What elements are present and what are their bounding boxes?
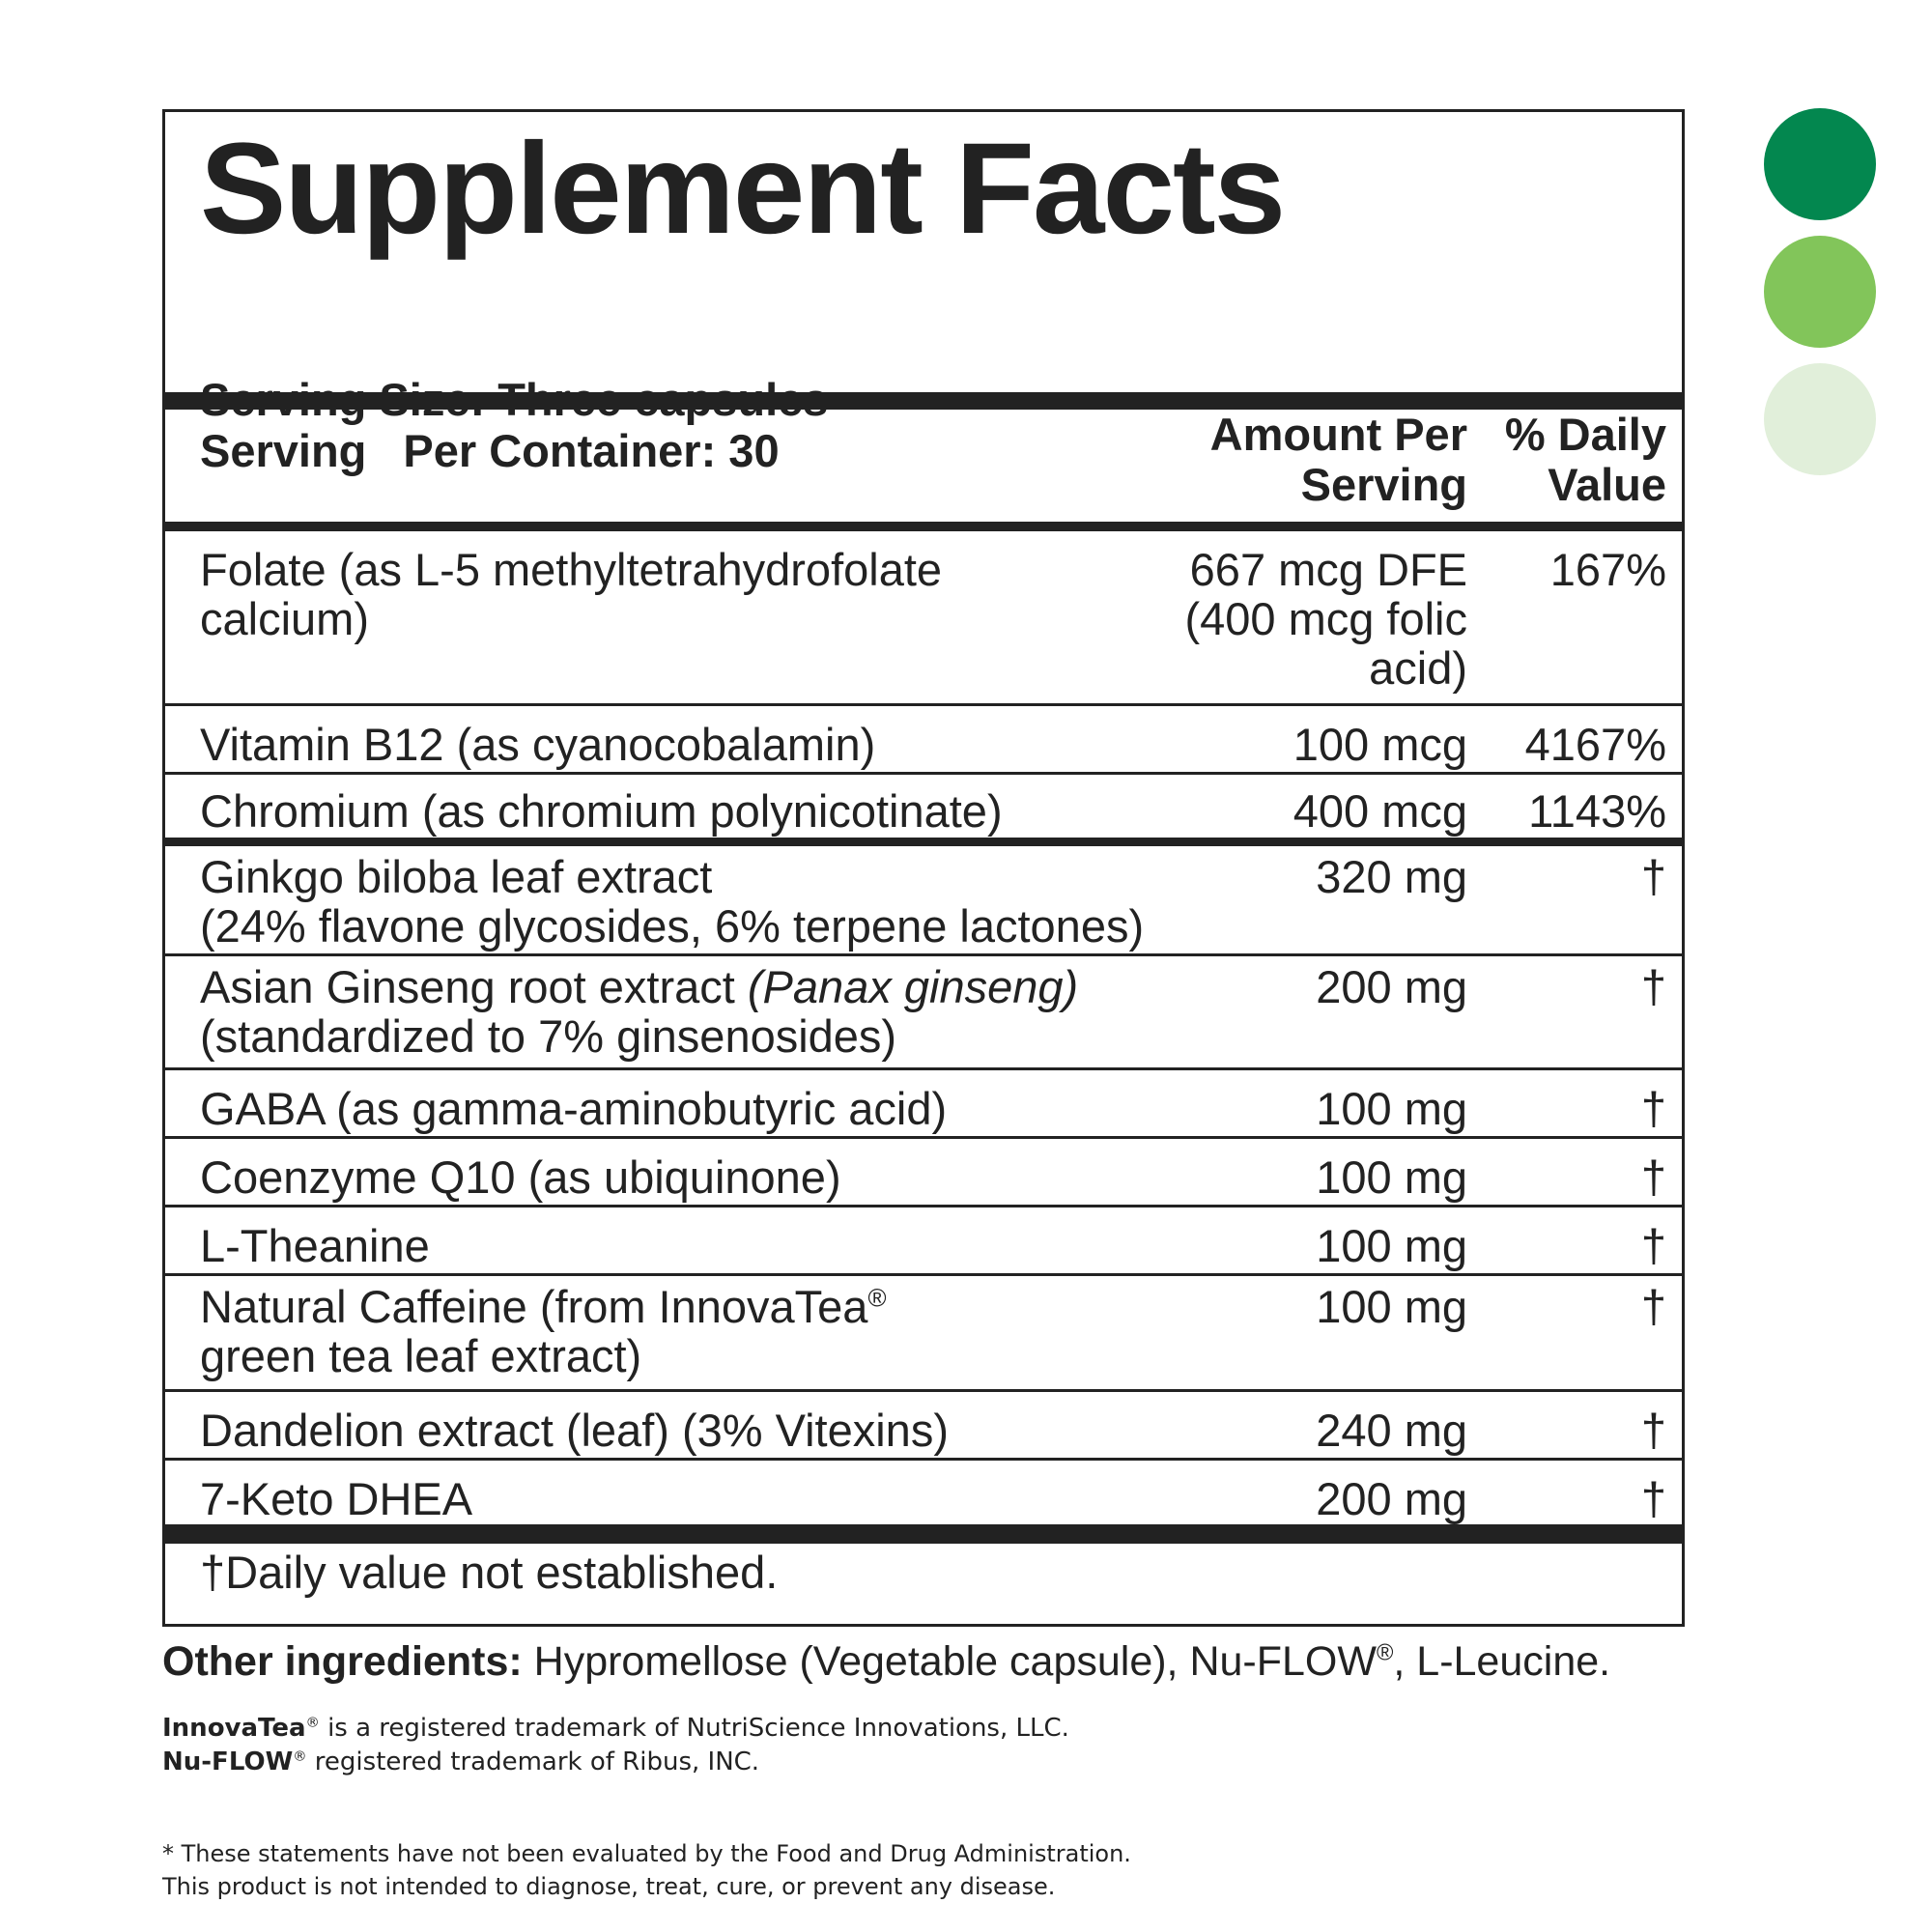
ingredient-daily-value: † — [1640, 851, 1666, 902]
ingredient-name-line2: green tea leaf extract) — [200, 1330, 642, 1381]
ingredient-row-l-theanine — [165, 1205, 1682, 1273]
other-ingredients-label: Other ingredients: — [162, 1638, 523, 1685]
ingredient-amount: 200 mg — [1316, 961, 1467, 1012]
nutrient-amount: 400 mcg — [1293, 785, 1467, 837]
other-ingredients-text-end: , L-Leucine. — [1393, 1638, 1611, 1685]
ingredient-name-common: Asian Ginseng root extract — [200, 961, 748, 1012]
column-header-amount-line1: Amount Per — [1209, 409, 1467, 460]
nutrient-daily-value: 4167% — [1524, 719, 1666, 770]
ingredient-name-line1: Ginkgo biloba leaf extract — [200, 851, 713, 902]
ingredient-name — [200, 852, 1166, 951]
swatch-pale-green — [1764, 363, 1876, 475]
registered-mark: ® — [293, 1748, 307, 1765]
nutrient-amount — [1100, 545, 1467, 693]
trademark-brand: Nu-FLOW — [162, 1747, 294, 1776]
registered-mark: ® — [867, 1285, 887, 1313]
supplement-facts-panel — [162, 109, 1685, 1627]
registered-mark: ® — [1376, 1640, 1394, 1666]
nutrient-name: Chromium (as chromium polynicotinate) — [200, 785, 1003, 837]
registered-mark: ® — [305, 1715, 320, 1731]
ingredient-amount: 240 mg — [1316, 1405, 1467, 1456]
ingredient-name-line2: (standardized to 7% ginsenosides) — [200, 1010, 897, 1062]
ingredient-name: Dandelion extract (leaf) (3% Vitexins) — [200, 1405, 949, 1456]
ingredient-amount: 100 mg — [1316, 1281, 1467, 1332]
nutrient-name-line2: calcium) — [200, 593, 369, 644]
nutrient-amount-line3: acid) — [1369, 642, 1467, 694]
ingredient-amount: 320 mg — [1316, 851, 1467, 902]
trademark-text: registered trademark of Ribus, INC. — [306, 1747, 760, 1776]
ingredient-daily-value: † — [1640, 1281, 1666, 1332]
servings-per-container — [200, 426, 780, 476]
ingredient-daily-value: † — [1640, 1473, 1666, 1524]
ingredient-name-latin: (Panax ginseng) — [747, 961, 1079, 1012]
trademark-brand: InnovaTea — [162, 1714, 306, 1743]
other-ingredients-text: Hypromellose (Vegetable capsule), Nu-FLOW — [522, 1638, 1377, 1685]
trademark-line-innovatea — [162, 1712, 1069, 1745]
ingredient-daily-value: † — [1640, 1151, 1666, 1203]
ingredient-amount: 100 mg — [1316, 1083, 1467, 1134]
panel-title: Supplement Facts — [200, 117, 1285, 261]
thick-divider-top — [165, 392, 1682, 410]
ingredient-row-coenzyme-q10 — [165, 1136, 1682, 1205]
trademark-line-nu-flow — [162, 1746, 759, 1778]
nutrient-row-vitamin-b12 — [165, 703, 1682, 772]
ingredient-name: L-Theanine — [200, 1220, 430, 1271]
nutrient-amount: 100 mcg — [1293, 719, 1467, 770]
ingredient-daily-value: † — [1640, 1083, 1666, 1134]
nutrient-daily-value: 1143% — [1528, 785, 1666, 837]
column-header-dv-line1: % Daily — [1504, 409, 1666, 460]
ingredient-name: 7-Keto DHEA — [200, 1473, 473, 1524]
ingredient-name: GABA (as gamma-aminobutyric acid) — [200, 1083, 948, 1134]
ingredient-row-gaba — [165, 1067, 1682, 1136]
nutrient-amount-line2: (400 mcg folic — [1184, 593, 1467, 644]
ingredient-row-asian-ginseng — [165, 953, 1682, 1067]
column-header-amount — [1100, 410, 1467, 522]
servings-per-container-label-b: Per Container: 30 — [403, 425, 780, 476]
ingredient-daily-value: † — [1640, 1405, 1666, 1456]
ingredient-name-line1 — [200, 962, 1166, 1011]
thick-divider-nutrients — [165, 838, 1682, 846]
swatch-dark-green — [1764, 108, 1876, 220]
other-ingredients — [162, 1636, 1610, 1687]
nutrient-name — [200, 545, 1166, 643]
fda-disclaimer-line1: * These statements have not been evaluated by the Food and Drug Administration. — [162, 1840, 1131, 1867]
ingredient-name — [200, 962, 1166, 1061]
ingredient-name: Coenzyme Q10 (as ubiquinone) — [200, 1151, 841, 1203]
ingredient-name — [200, 1282, 1166, 1380]
ingredient-row-ginkgo — [165, 846, 1682, 953]
ingredient-name-text: Natural Caffeine (from InnovaTea — [200, 1281, 868, 1332]
ingredient-row-dandelion — [165, 1389, 1682, 1458]
ingredient-name-line1 — [200, 1282, 1166, 1331]
swatch-light-green — [1764, 236, 1876, 348]
trademark-text: is a registered trademark of NutriScience Innovations, LLC. — [319, 1714, 1069, 1743]
thick-divider-header — [165, 522, 1682, 531]
thick-divider-bottom — [165, 1524, 1682, 1544]
nutrient-name: Vitamin B12 (as cyanocobalamin) — [200, 719, 876, 770]
ingredient-row-7-keto-dhea — [165, 1458, 1682, 1524]
ingredient-name-line2: (24% flavone glycosides, 6% terpene lactones) — [200, 900, 1145, 952]
column-header-dv-line2: Value — [1548, 459, 1666, 510]
ingredient-amount: 200 mg — [1316, 1473, 1467, 1524]
ingredient-row-natural-caffeine — [165, 1273, 1682, 1389]
ingredient-daily-value: † — [1640, 1220, 1666, 1271]
ingredient-daily-value: † — [1640, 961, 1666, 1012]
daily-value-footnote: †Daily value not established. — [200, 1547, 779, 1598]
nutrient-row-folate — [165, 531, 1682, 703]
column-header-amount-line2: Serving — [1300, 459, 1467, 510]
ingredient-amount: 100 mg — [1316, 1220, 1467, 1271]
nutrient-amount-line1: 667 mcg DFE — [1189, 544, 1467, 595]
servings-per-container-label-a: Serving — [200, 425, 367, 476]
fda-disclaimer-line2: This product is not intended to diagnose, treat, cure, or prevent any disease. — [162, 1873, 1056, 1900]
nutrient-daily-value: 167% — [1549, 544, 1666, 595]
nutrient-row-chromium — [165, 772, 1682, 838]
column-header-daily-value — [1473, 410, 1666, 522]
nutrient-name-line1: Folate (as L-5 methyltetrahydrofolate — [200, 544, 943, 595]
ingredient-amount: 100 mg — [1316, 1151, 1467, 1203]
